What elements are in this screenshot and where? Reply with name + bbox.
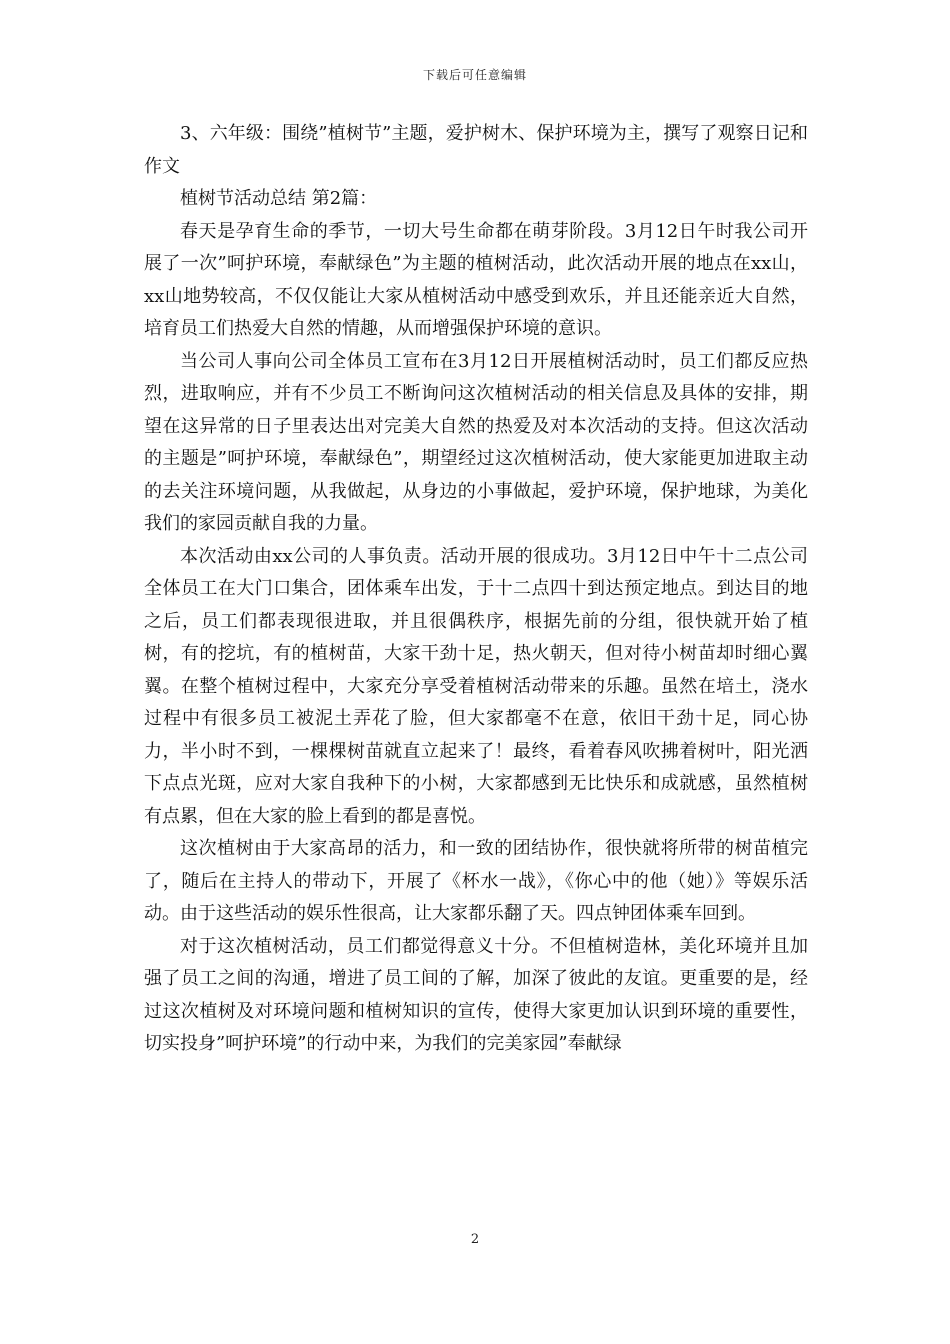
paragraph: 3、六年级：围绕”植树节”主题，爱护树木、保护环境为主，撰写了观察日记和作文: [144, 123, 808, 177]
page-number: 2: [470, 1232, 480, 1247]
page-header: 下载后可任意编辑: [422, 68, 527, 82]
paragraph: 对于这次植树活动，员工们都觉得意义十分。不但植树造林，美化环境并且加强了员工之间的沟通，增进了员工间的了解，加深了彼此的友谊。更重要的是，经过这次植树及对环境问题和植树知识的宣传，使得大家更加认识到环境的重要性，切实投身”呵护环境”的行动中来，为我们的完美家园”奉献绿: [144, 935, 808, 1054]
paragraph: 本次活动由xx公司的人事负责。活动开展的很成功。3月12日中午十二点公司全体员工在大门口集合，团体乘车出发，于十二点四十到达预定地点。到达目的地之后，员工们都表现很进取，并且很偶秩序，根据先前的分组，很快就开始了植树，有的挖坑，有的植树苗，大家干劲十足，热火朝天，但对待小树苗却时细心翼翼。在整个植树过程中，大家充分享受着植树活动带来的乐趣。虽然在培土，浇水过程中有很多员工被泥土弄花了脸，但大家都毫不在意，依旧干劲十足，同心协力，半小时不到，一棵棵树苗就直立起来了！最终，看着春风吹拂着树叶，阳光洒下点点光斑，应对大家自我种下的小树，大家都感到无比快乐和成就感，虽然植树有点累，但在大家的脸上看到的都是喜悦。: [144, 545, 808, 827]
section-heading: 植树节活动总结 第2篇：: [180, 188, 378, 209]
paragraph: 当公司人事向公司全体员工宣布在3月12日开展植树活动时，员工们都反应热烈，进取响应，并有不少员工不断询问这次植树活动的相关信息及具体的安排，期望在这异常的日子里表达出对完美大自然的热爱及对本次活动的支持。但这次活动的主题是”呵护环境，奉献绿色”，期望经过这次植树活动，使大家能更加进取主动的去关注环境问题，从我做起，从身边的小事做起，爱护环境，保护地球，为美化我们的家园贡献自我的力量。: [144, 350, 808, 534]
paragraph: 这次植树由于大家高昂的活力，和一致的团结协作，很快就将所带的树苗植完了，随后在主持人的带动下，开展了《杯水一战》，《你心中的他（她）》等娱乐活动。由于这些活动的娱乐性很高，让大家都乐翻了天。四点钟团体乘车回到。: [144, 838, 808, 924]
document-body: [144, 118, 808, 1061]
paragraph: 春天是孕育生命的季节，一切大号生命都在萌芽阶段。3月12日午时我公司开展了一次”呵护环境，奉献绿色”为主题的植树活动，此次活动开展的地点在xx山，xx山地势较高，不仅仅能让大家从植树活动中感受到欢乐，并且还能亲近大自然，培育员工们热爱大自然的情趣，从而增强保护环境的意识。: [144, 220, 808, 339]
